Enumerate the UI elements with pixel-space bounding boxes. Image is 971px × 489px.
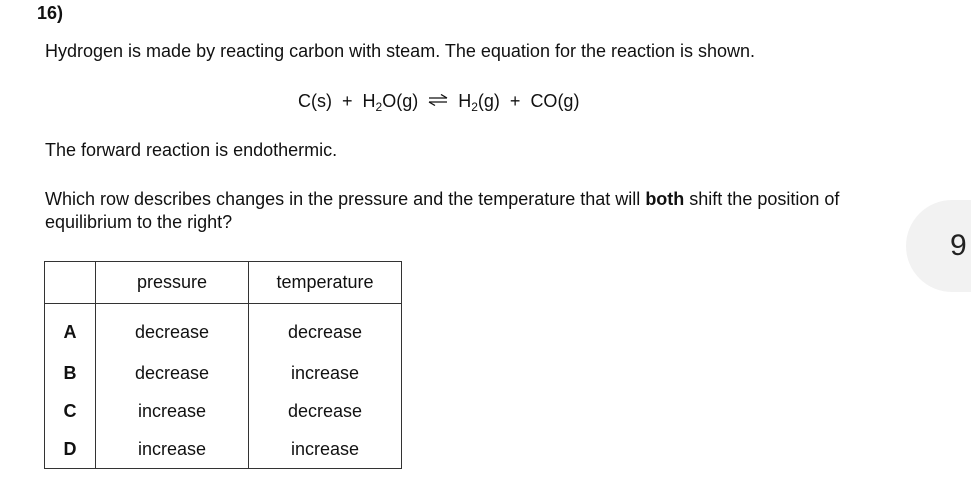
- question-text: Which row describes changes in the pressure and the temperature that will both shift the position of equilibrium to the right?: [45, 189, 840, 232]
- table-row[interactable]: [45, 354, 402, 392]
- row-temperature: decrease: [249, 392, 402, 430]
- row-temperature: decrease: [249, 304, 402, 355]
- equilibrium-arrow-icon: [427, 90, 449, 111]
- row-pressure: increase: [96, 430, 249, 469]
- equation-reactant-water: $H_2O(g)$: [362, 91, 419, 114]
- chemical-equation: [298, 91, 579, 113]
- row-pressure: increase: [96, 392, 249, 430]
- table-row[interactable]: [45, 430, 402, 469]
- answer-table: [44, 261, 402, 469]
- row-temperature: increase: [249, 430, 402, 469]
- emphasis-both: both: [645, 189, 685, 209]
- side-page-number: 9: [950, 229, 967, 262]
- intro-text: Hydrogen is made by reacting carbon with steam. The equation for the reaction is shown.: [45, 41, 756, 61]
- table-row[interactable]: [45, 304, 402, 355]
- equation-reactant-carbon: C(s): [298, 91, 332, 111]
- row-letter: C: [45, 392, 96, 430]
- equation-plus: +: [509, 91, 521, 111]
- forward-reaction-statement: The forward reaction is endothermic.: [45, 140, 338, 160]
- row-pressure: decrease: [96, 354, 249, 392]
- header-cell-blank: [45, 262, 96, 304]
- equation-product-co: CO(g): [530, 91, 580, 111]
- header-cell-pressure: pressure: [96, 262, 249, 304]
- question-number: 16): [37, 3, 64, 23]
- equation-plus: +: [342, 91, 353, 111]
- row-letter: B: [45, 354, 96, 392]
- equation-product-hydrogen: $H_2(g)$: [458, 91, 500, 114]
- row-pressure: decrease: [96, 304, 249, 355]
- row-letter: A: [45, 304, 96, 355]
- table-row[interactable]: [45, 392, 402, 430]
- row-letter: D: [45, 430, 96, 469]
- table-header-row: [45, 262, 402, 304]
- header-cell-temperature: temperature: [249, 262, 402, 304]
- row-temperature: increase: [249, 354, 402, 392]
